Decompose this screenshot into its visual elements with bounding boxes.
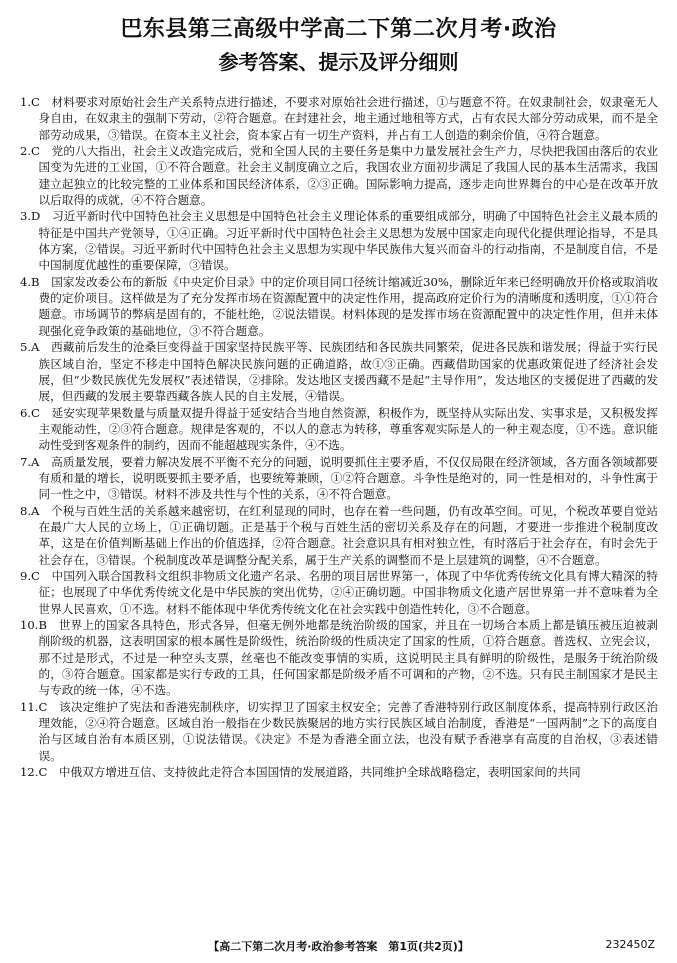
answer-item: 9.C 中国列入联合国教科文组织非物质文化遗产名录、名册的项目居世界第一，体现了中华优秀传统文化具有博大精深的特征；也展现了中华优秀传统文化是中华民族的突出优势，②④正确切题。中国非物质文化遗产居世界第一并不意味着为全世界人民喜欢，①不选。材料不能体现中华优秀传统文化在社会实践中创造性转化，③不合题意。 — [20, 568, 658, 616]
answer-item: 2.C 党的八大指出，社会主义改造完成后，党和全国人民的主要任务是集中力量发展社会生产力，尽快把我国由落后的农业国变为先进的工业国，①不符合题意。社会主义制度确立之后，我国农业方面初步满足了我国人民的基本生活需求，我国建立起独立的比较完整的工业体系和国民经济体系，②③正确。国际影响力提高，逐步走向世界舞台的中心是在改革开放以后取得的成就，④不符合题意。 — [20, 144, 658, 208]
answer-item: 7.A 高质量发展，要着力解决发展不平衡不充分的问题，说明要抓住主要矛盾，不仅仅局限在经济领域，各方面各领域都要有质和量的增长，说明既要抓主要矛盾，也要统筹兼顾，①②符合题意。斗争性是绝对的，同一性是相对的，斗争性寓于同一性之中，③错误。材料不涉及共性与个性的关系，④不符合题意。 — [20, 454, 658, 502]
answer-item: 11.C 该决定维护了宪法和香港宪制秩序，切实捍卫了国家主权安全；完善了香港特别行政区制度体系，提高特别行政区治理效能，②④符合题意。区域自治一般指在少数民族聚居的地方实行民族区域自治制度，香港是“一国两制”之下的高度自治与区域自治有本质区别，①说法错误。《决定》不是为香港全面立法，也没有赋予香港享有高度的自治权，③表述错误。 — [20, 699, 658, 763]
answer-item: 8.A 个税与百姓生活的关系越来越密切，在红利显现的同时，也存在着一些问题，仍有改革空间。可见，个税改革要自觉站在最广大人民的立场上，①正确切题。正是基于个税与百姓生活的密切关系及存在的问题，才要进一步推进个税制度改革，这是在价值判断基础上作出的价值选择，②符合题意。社会意识具有相对独立性，有时落后于社会存在，有时会先于社会存在，③错误。个税制度改革是调整分配关系，属于生产关系的调整而不是上层建筑的调整，④不合题意。 — [20, 503, 658, 567]
answer-item: 5.A 西藏前后发生的沧桑巨变得益于国家坚持民族平等、民族团结和各民族共同繁荣，促进各民族和谐发展；得益于实行民族区域自治，坚定不移走中国特色解决民族问题的正确道路，故①③正确。西藏借助国家的优惠政策促进了经济社会发展，但“少数民族优先发展权”表述错误，②排除。发达地区支援西藏不是起“主导作用”，发达地区的支援促进了西藏的发展，但西藏的发展主要靠西藏各族人民的自主发展，④错误。 — [20, 340, 658, 404]
answer-item: 4.B 国家发改委公布的新版《中央定价目录》中的定价项目同口径统计缩减近30%，删除近年来已经明确放开价格或取消收费的定价项目。这样做是为了充分发挥市场在资源配置中的决定性作用，提高政府定价行为的清晰度和透明度，①①符合题意。市场调节的弊病是固有的，不能杜绝，②说法错误。材料体现的是发挥市场在资源配置中的决定性作用，但并未体现强化竞争政策的基础地位，③不符合题意。 — [20, 274, 658, 338]
footer-page-label: 【高二下第二次月考·政治参考答案 第1页(共2页)】 — [208, 940, 469, 953]
answer-item: 1.C 材料要求对原始社会生产关系特点进行描述，不要求对原始社会进行描述，①与题意不符。在奴隶制社会，奴隶毫无人身自由，在奴隶主的强制下劳动，②符合题意。在封建社会，地主通过地租等方式，占有农民大部分劳动成果，而不是全部劳动成果，③错误。在资本主义社会，资本家占有一切生产资料，并占有工人创造的剩余价值，④符合题意。 — [20, 95, 658, 142]
answer-item: 10.B 世界上的国家各具特色，形式各异，但毫无例外地都是统治阶级的国家，并且在一切场合本质上都是镇压被压迫被剥削阶级的机器，这表明国家的根本属性是阶级性，统治阶级的性质决定了国家的性质，①符合题意。普选权、立宪会议，那不过是形式，不过是一种空头支票，丝毫也不能改变事情的实质，这说明民主具有鲜明的阶级性，是服务于统治阶级的，③符合题意。国家都是实行专政的工具，任何国家都是阶级矛盾不可调和的产物，②不选。只有民主制国家才是民主与专政的统一体，④不选。 — [20, 618, 658, 698]
page-subtitle: 参考答案、提示及评分细则 — [218, 50, 459, 74]
page-title: 巴东县第三高级中学高二下第二次月考·政治 — [120, 17, 557, 42]
answer-item: 3.D 习近平新时代中国特色社会主义思想是中国特色社会主义理论体系的重要组成部分，明确了中国特色社会主义最本质的特征是中国共产党领导，①④正确。习近平新时代中国特色社会主义思想为发展中国家走向现代化提供理论指导，不是具体方案，②错误。习近平新时代中国特色社会主义思想为实现中华民族伟大复兴而奋斗的行动指南，不是制度自信，不是中国制度优越性的重要保障，③错误。 — [20, 209, 658, 273]
answer-item: 6.C 延安实现苹果数量与质量双提升得益于延安结合当地自然资源，积极作为，既坚持从实际出发、实事求是，又积极发挥主观能动性，②③符合题意。规律是客观的，不以人的意志为转移，尊重客观实际是人的一种主观态度，①不选。意识能动性受到客观条件的制约，因而不能超越现实条件，④不选。 — [20, 405, 658, 453]
page-footer — [0, 938, 677, 954]
answer-item: 12.C 中俄双方增进互信、支持彼此走符合本国国情的发展道路，共同维护全球战略稳定，表明国家间的共同 — [20, 765, 581, 780]
footer-code: 232450Z — [605, 938, 655, 951]
answer-list — [20, 94, 658, 780]
